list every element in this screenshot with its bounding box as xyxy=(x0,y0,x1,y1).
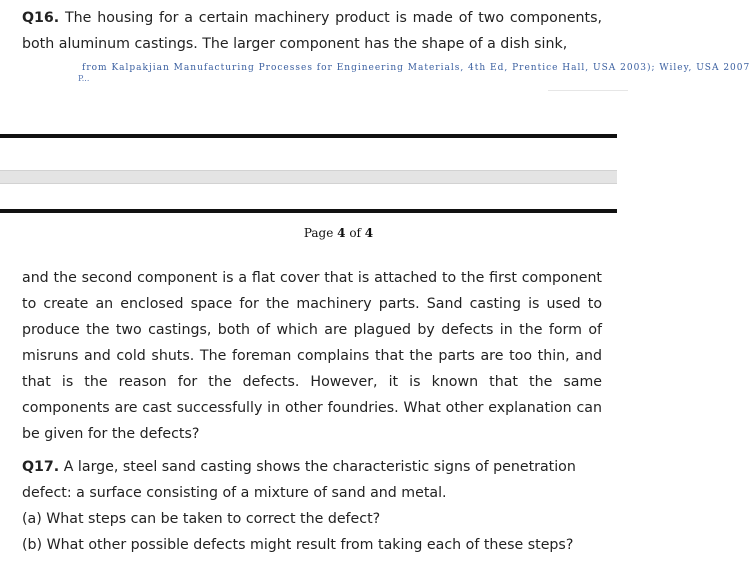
q16-continuation-paragraph: and the second component is a flat cover that is attached to the first component to create an enclosed space for the machinery parts. Sand casting is used to produce the two castings, both of which are plagued by defects in the form of misruns and cold shuts. The foreman complains that the parts are too thin, and that is the reason for the defects. However, it is known that the same components are cast successfully in other foundries. What other explanation can be given for the defects? xyxy=(22,270,602,442)
page-gap xyxy=(0,170,617,184)
page-top-rule xyxy=(0,209,617,213)
q17-part-b: (b) What other possible defects might result from taking each of these steps? xyxy=(22,537,574,553)
page-total: 4 xyxy=(364,226,374,240)
q17-part-a: (a) What steps can be taken to correct the defect? xyxy=(22,511,381,527)
faded-divider xyxy=(548,90,628,91)
page-current: 4 xyxy=(337,226,346,240)
q17-paragraph xyxy=(22,454,602,558)
faded-reference-text-2: P... xyxy=(78,74,90,83)
q16-intro-paragraph xyxy=(22,5,602,57)
q16-label: Q16. xyxy=(22,10,60,26)
q16-intro-text: The housing for a certain machinery product is made of two components, both aluminum castings. The larger component has the shape of a dish sink, xyxy=(22,10,602,52)
q17-label: Q17. xyxy=(22,459,60,475)
page-number: Page 4 of 4 xyxy=(303,226,374,240)
q17-stem xyxy=(22,454,602,506)
faded-reference-line xyxy=(78,63,750,94)
faded-reference-text: from Kalpakjian Manufacturing Processes for Engineering Materials, 4th Ed, Prentice Hall, USA 2003); Wiley, USA 2007 xyxy=(82,63,750,73)
q17-text: A large, steel sand casting shows the characteristic signs of penetration defect: a surface consisting of a mixture of sand and metal. xyxy=(22,459,576,501)
page-bottom-rule xyxy=(0,134,617,138)
